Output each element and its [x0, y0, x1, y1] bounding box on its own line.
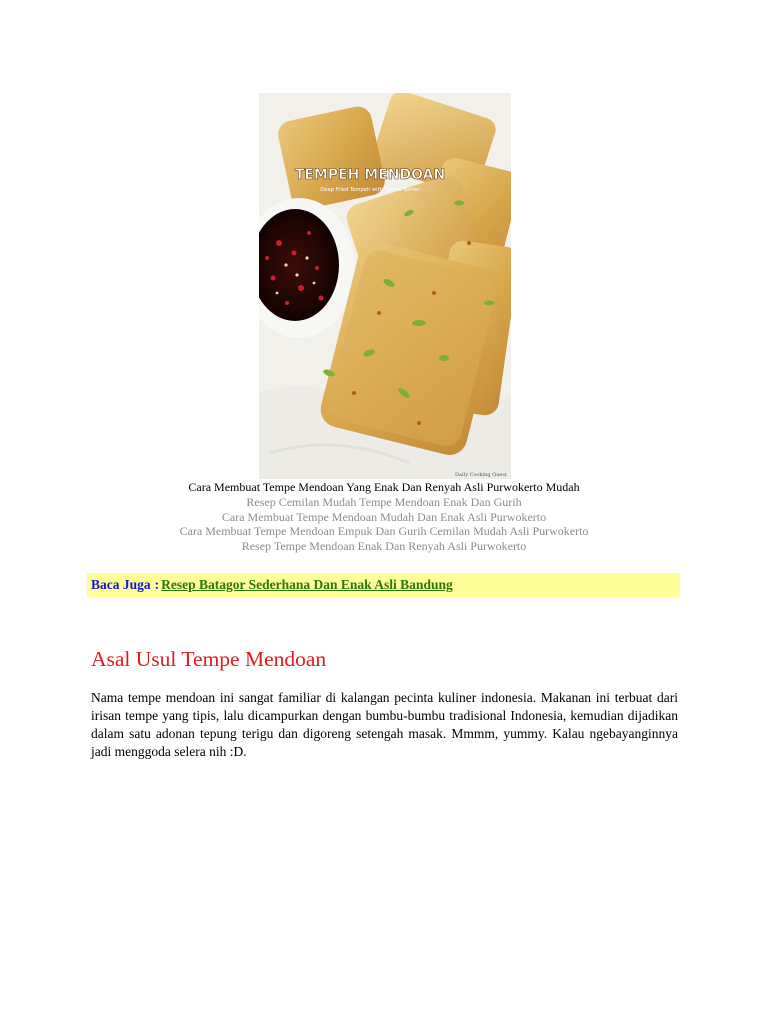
tempeh-mendoan-photo	[259, 93, 511, 479]
read-also-colon: :	[154, 577, 160, 592]
caption-main: Cara Membuat Tempe Mendoan Yang Enak Dan Renyah Asli Purwokerto Mudah	[188, 480, 580, 494]
overlay-subtitle: Deep Fried Tempeh with Spiced Batter	[320, 187, 420, 193]
overlay-title: TEMPEH MENDOAN	[294, 167, 446, 183]
caption-related-3[interactable]: Cara Membuat Tempe Mendoan Empuk Dan Gurih Cemilan Mudah Asli Purwokerto	[179, 524, 589, 539]
image-captions	[120, 480, 648, 554]
read-also-box	[87, 573, 680, 597]
caption-related-1[interactable]: Resep Cemilan Mudah Tempe Mendoan Enak Dan Gurih	[246, 494, 522, 509]
read-also-link[interactable]: Resep Batagor Sederhana Dan Enak Asli Bandung	[161, 577, 453, 592]
section-heading: Asal Usul Tempe Mendoan	[91, 647, 327, 671]
read-also-label: Baca Juga	[91, 577, 151, 592]
caption-related-4[interactable]: Resep Tempe Mendoan Enak Dan Renyah Asli Purwokerto	[241, 539, 527, 554]
watermark: Daily Cooking Quest	[455, 472, 507, 478]
caption-related-2[interactable]: Cara Membuat Tempe Mendoan Mudah Dan Enak Asli Purwokerto	[221, 509, 547, 524]
section-paragraph: Nama tempe mendoan ini sangat familiar di kalangan pecinta kuliner indonesia. Makanan ini terbuat dari irisan tempe yang tipis, lalu dicampurkan dengan bumbu-bumbu tradisional Indonesia, kemudian dijadikan dalam satu adonan tepung terigu dan digoreng setengah masak. Mmmm, yummy. Kalau ngebayanginnya jadi menggoda selera nih :D.	[91, 690, 678, 759]
